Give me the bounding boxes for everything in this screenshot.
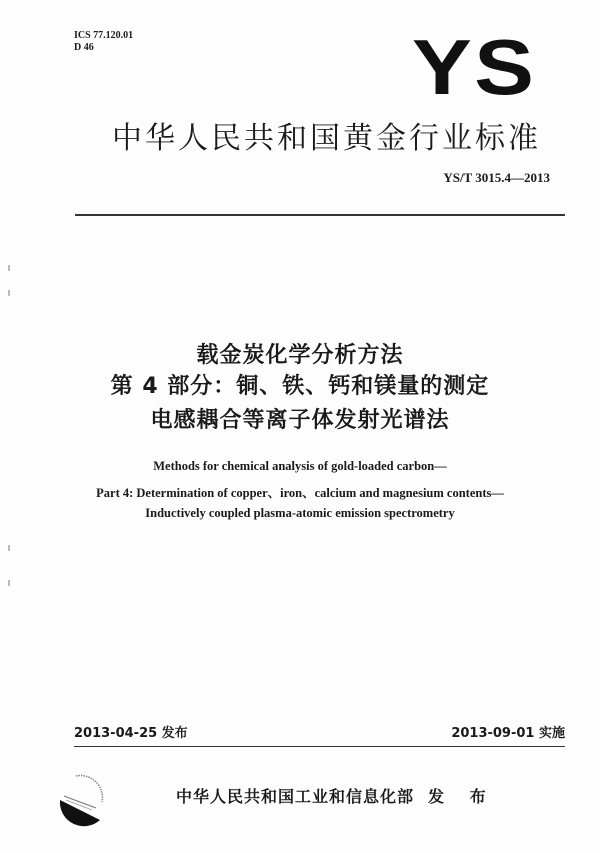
publish-action: 发 布	[428, 787, 496, 806]
publisher-seal-icon	[56, 772, 106, 832]
ys-logo: YS	[412, 23, 537, 111]
title-en-line-2: Part 4: Determination of copper、iron、calcium and magnesium contents—	[96, 486, 504, 500]
header-divider	[75, 214, 565, 216]
title-en-line-1: Methods for chemical analysis of gold-loaded carbon—	[153, 459, 447, 473]
publisher-name: 中华人民共和国工业和信息化部	[176, 787, 415, 806]
implementation-date: 2013-09-01 实施	[451, 726, 565, 741]
binding-mark	[8, 290, 10, 296]
title-cn-line-2: 第 4 部分：铜、铁、钙和镁量的测定	[110, 374, 490, 399]
classification-codes	[74, 30, 133, 54]
binding-mark	[8, 545, 10, 551]
title-en-line-3: Inductively coupled plasma-atomic emission spectrometry	[145, 506, 455, 520]
ics-code: ICS 77.120.01	[74, 30, 134, 41]
title-cn-line-3: 电感耦合等离子体发射光谱法	[150, 408, 450, 433]
date-divider	[74, 746, 565, 747]
standard-category-title: 中华人民共和国黄金行业标准	[112, 121, 541, 156]
ccs-code: D 46	[74, 42, 94, 53]
issue-date: 2013-04-25 发布	[74, 726, 188, 741]
standard-code: YS/T 3015.4—2013	[443, 170, 550, 185]
binding-mark	[8, 265, 10, 271]
title-cn-line-1: 载金炭化学分析方法	[196, 343, 404, 368]
binding-mark	[8, 580, 10, 586]
